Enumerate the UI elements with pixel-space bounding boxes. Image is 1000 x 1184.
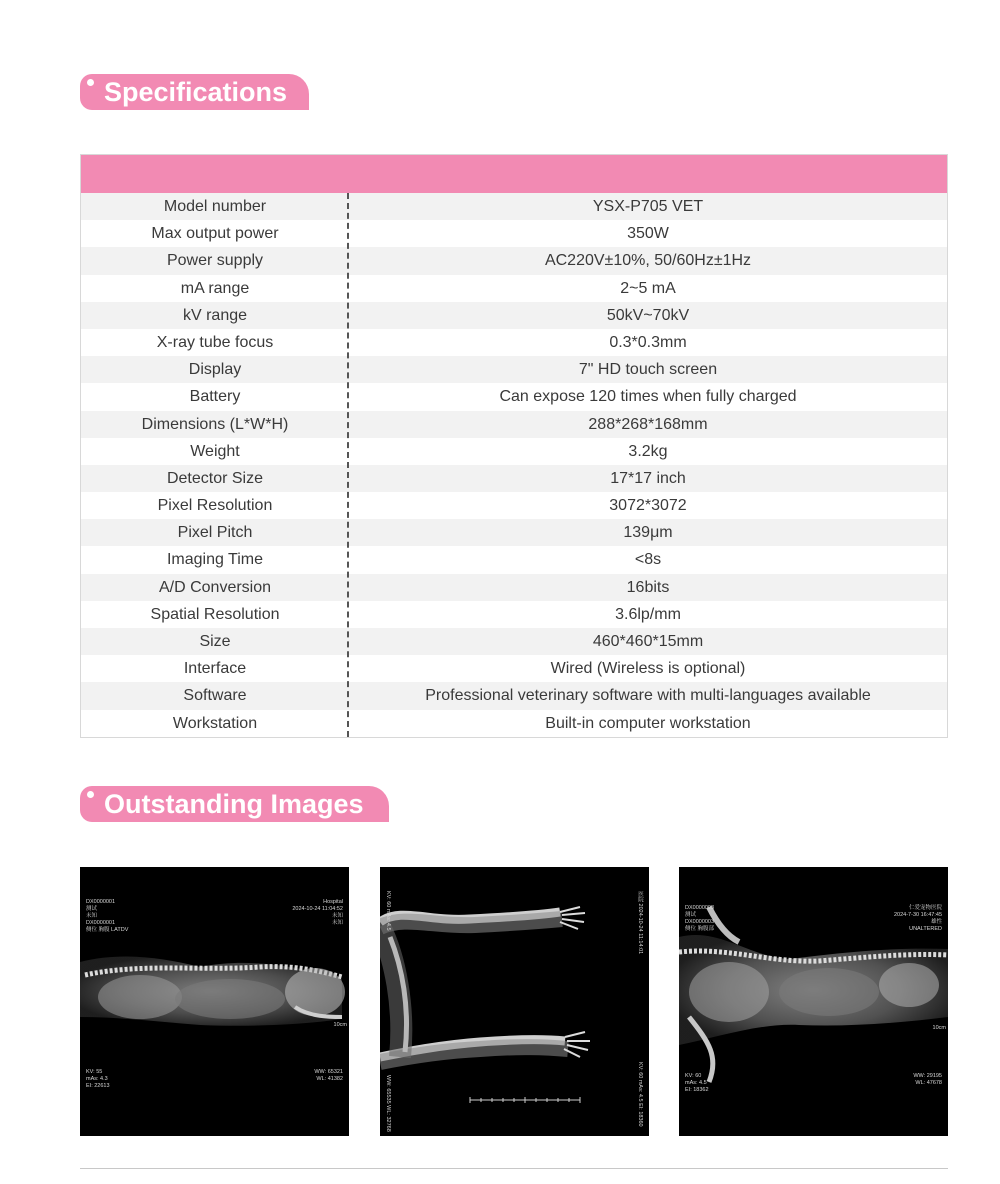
overlay-text: mAs: 4.5	[685, 1080, 707, 1086]
xray-image-lateral-body	[80, 867, 349, 1136]
overlay-bottom-right	[314, 1069, 343, 1083]
specifications-table	[80, 154, 948, 738]
table-body	[81, 193, 947, 737]
overlay-bottom-right	[913, 1073, 942, 1087]
spec-label: A/D Conversion	[158, 578, 272, 596]
spec-value: Professional veterinary software with multi-languages available	[425, 687, 871, 705]
spec-value: 3.2kg	[628, 442, 668, 460]
overlay-bottom-left	[86, 1069, 110, 1090]
spec-value: 7" HD touch screen	[578, 361, 718, 379]
overlay-text: KV: 60	[685, 1073, 702, 1079]
outstanding-images-heading	[80, 786, 389, 822]
spec-label: Dimensions (L*W*H)	[141, 415, 289, 433]
spec-label: mA range	[180, 279, 250, 297]
table-row	[81, 193, 947, 220]
bottom-divider	[80, 1168, 948, 1169]
overlay-text: KV: 55	[86, 1069, 103, 1075]
overlay-text: WL: 47678	[915, 1080, 942, 1086]
spec-label: Model number	[163, 198, 267, 215]
overlay-text: 侧位 胸腹 LATDV	[86, 927, 129, 933]
spec-label: Pixel Resolution	[157, 497, 273, 515]
xray-image-limbs	[380, 867, 649, 1136]
table-row	[81, 465, 947, 492]
spec-label: Imaging Time	[166, 551, 264, 569]
heading-dot-icon	[87, 79, 94, 86]
table-row	[81, 302, 947, 329]
overlay-top-right	[894, 905, 942, 933]
overlay-bottom-right: KV: 60 mAs: 4.5 EI: 18360	[637, 1062, 643, 1127]
overlay-text: DX0000003	[685, 905, 715, 911]
overlay-text: EI: 22613	[86, 1083, 110, 1089]
overlay-text: DX0000003	[685, 919, 715, 925]
column-divider	[347, 193, 349, 737]
spec-label: Max output power	[151, 225, 279, 243]
overlay-text: 未知	[331, 920, 343, 926]
table-row	[81, 682, 947, 709]
table-row	[81, 519, 947, 546]
overlay-text: mAs: 4.3	[86, 1076, 108, 1082]
overlay-text: 仁爱宠物医院	[908, 905, 942, 911]
spec-value: <8s	[634, 551, 662, 569]
outstanding-images-heading-text: Outstanding Images	[104, 789, 364, 819]
spec-value: 3.6lp/mm	[615, 605, 681, 623]
table-row	[81, 220, 947, 247]
spec-label: Display	[188, 361, 242, 379]
overlay-text: 雄性	[930, 919, 942, 925]
table-row	[81, 275, 947, 302]
overlay-text: 未知	[331, 913, 343, 919]
overlay-text: DX0000001	[86, 899, 116, 905]
scale-label: 10cm	[932, 1025, 946, 1031]
spec-value: 139μm	[623, 524, 673, 542]
overlay-text: DX0000001	[86, 920, 116, 926]
spec-label: Battery	[189, 388, 241, 406]
overlay-text: 2024-7-30 16:47:45	[893, 912, 942, 918]
overlay-top-right: 医院 2024-10-24 11:14:01	[637, 891, 643, 955]
spec-label: Power supply	[166, 252, 264, 270]
table-row	[81, 383, 947, 410]
table-row	[81, 601, 947, 628]
table-row	[81, 492, 947, 519]
spec-value: Wired (Wireless is optional)	[550, 660, 746, 678]
table-row	[81, 710, 947, 737]
spec-label: Detector Size	[166, 469, 264, 487]
table-row	[81, 356, 947, 383]
xray-image-lateral-body-2	[679, 867, 948, 1136]
overlay-text: EI: 18362	[685, 1087, 709, 1093]
spec-label: Workstation	[172, 714, 258, 732]
overlay-top-left	[685, 905, 714, 933]
spec-label: Interface	[183, 660, 247, 678]
overlay-text: WW: 29195	[913, 1073, 942, 1079]
spec-label: kV range	[182, 306, 248, 324]
spec-value: 50kV~70kV	[606, 306, 690, 324]
overlay-text: 2024-10-24 11:04:52	[292, 906, 343, 912]
specifications-heading-text: Specifications	[104, 77, 288, 107]
heading-dot-icon	[87, 791, 94, 798]
table-row	[81, 546, 947, 573]
overlay-text: WL: 41382	[316, 1076, 343, 1082]
spec-label: Software	[183, 687, 247, 705]
overlay-top-right	[292, 899, 343, 927]
overlay-text: 测试	[86, 906, 98, 912]
spec-value: Built-in computer workstation	[545, 714, 751, 732]
spec-value: 350W	[627, 225, 669, 243]
table-row	[81, 655, 947, 682]
spec-value: 0.3*0.3mm	[609, 333, 687, 351]
specifications-heading	[80, 74, 309, 110]
overlay-top-left: KV: 60 mAs: 4.5	[385, 891, 391, 931]
table-row	[81, 574, 947, 601]
overlay-text: Hospital	[323, 899, 343, 905]
overlay-text: 未知	[86, 913, 98, 919]
spec-value: 460*460*15mm	[592, 633, 704, 650]
table-row	[81, 329, 947, 356]
overlay-top-left	[86, 899, 128, 934]
spec-label: Pixel Pitch	[177, 524, 253, 542]
overlay-text: 测试	[685, 912, 697, 918]
spec-value: 17*17 inch	[610, 469, 686, 487]
scale-label: 10cm	[333, 1022, 347, 1028]
spec-label: Weight	[190, 442, 240, 460]
table-row	[81, 247, 947, 274]
overlay-bottom-left	[685, 1073, 709, 1094]
overlay-bottom-left: WW: 65535 WL: 32768	[385, 1075, 391, 1132]
table-header-bar	[81, 155, 947, 193]
spec-label: Spatial Resolution	[150, 605, 280, 623]
spec-value: AC220V±10%, 50/60Hz±1Hz	[544, 252, 752, 270]
spec-value: 288*268*168mm	[588, 415, 708, 433]
spec-value: 16bits	[626, 578, 670, 596]
table-row	[81, 438, 947, 465]
overlay-text: 侧位 胸腹部	[685, 926, 715, 932]
spec-label: Size	[199, 633, 231, 650]
overlay-text: UNALTERED	[909, 926, 942, 932]
spec-value: 3072*3072	[609, 497, 687, 515]
table-row	[81, 411, 947, 438]
overlay-text: WW: 65321	[314, 1069, 343, 1075]
spec-value: YSX-P705 VET	[592, 198, 704, 215]
spec-label: X-ray tube focus	[156, 333, 274, 351]
spec-value: 2~5 mA	[620, 279, 676, 297]
table-row	[81, 628, 947, 655]
spec-value: Can expose 120 times when fully charged	[499, 388, 797, 406]
